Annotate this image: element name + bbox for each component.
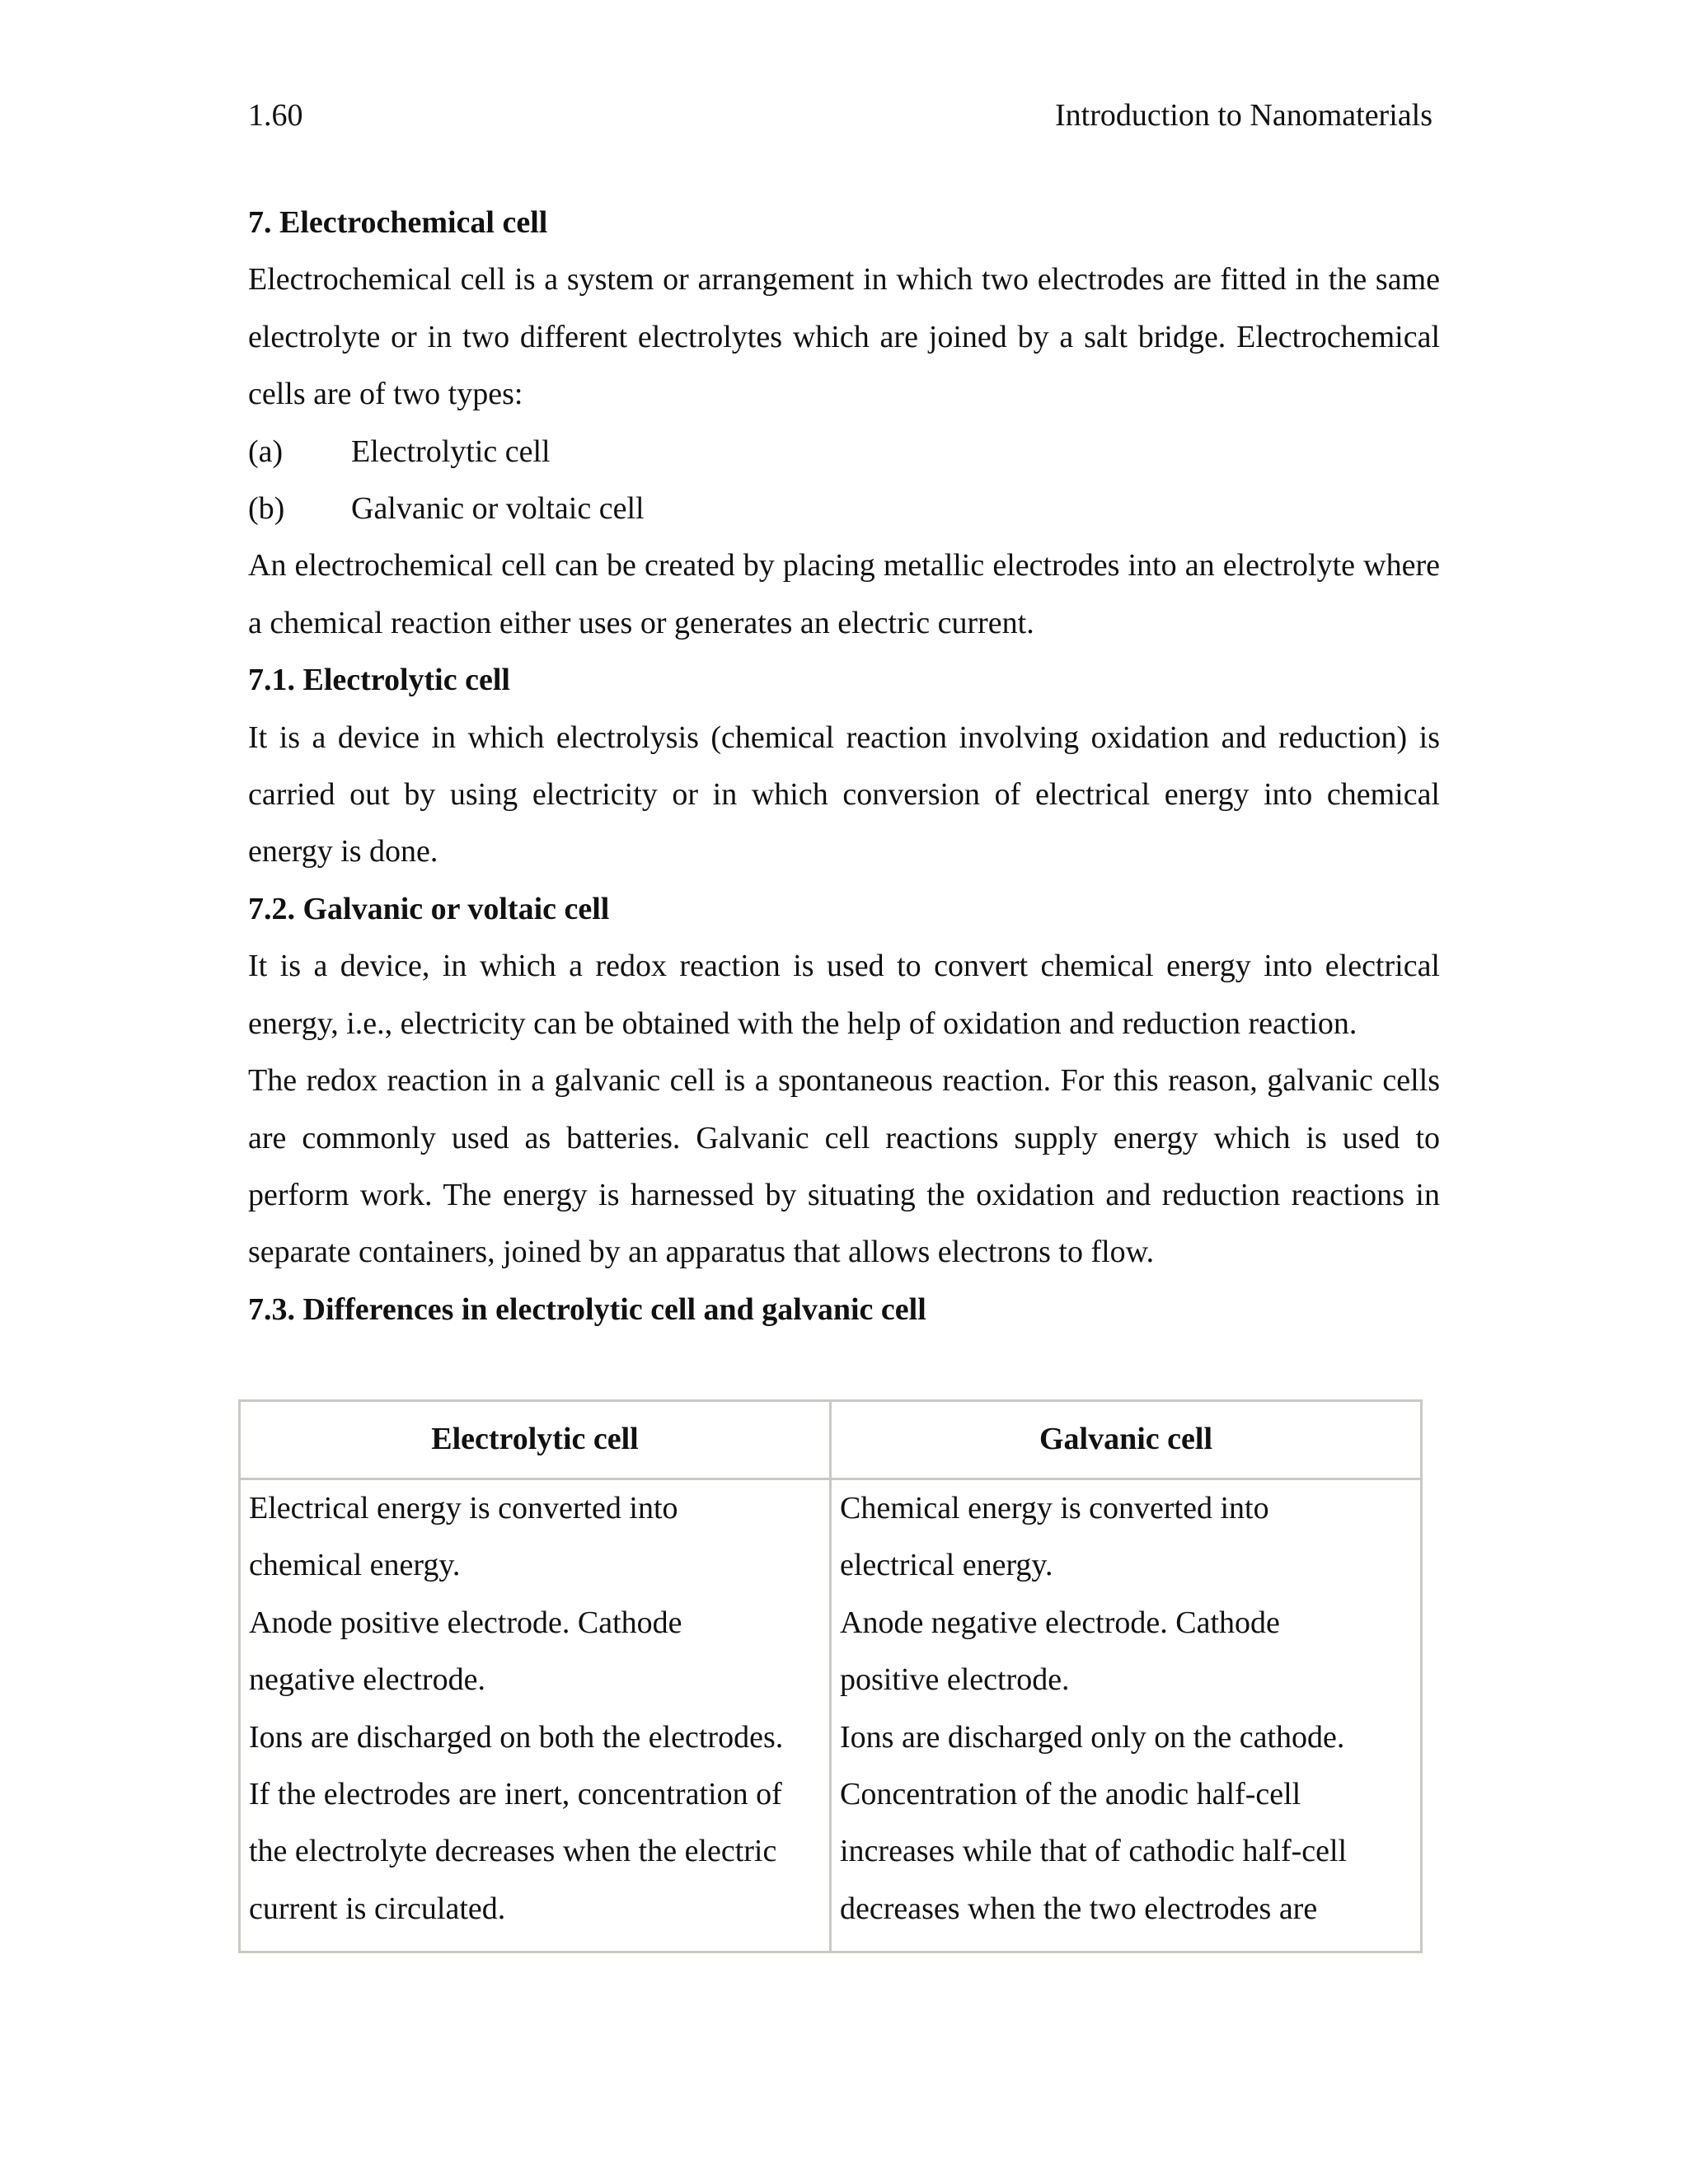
table-cell-electrolytic: [240, 1479, 831, 1952]
cell-line: Electrical energy is converted into: [249, 1491, 678, 1526]
paragraph-electrolytic-cell: It is a device in which electrolysis (chemical reaction involving oxidation and reduction) is carried out by using electricity or in which conversion of electrical energy into chemical energy is done.: [248, 719, 1440, 869]
page-header: [248, 97, 1432, 143]
page-body: [248, 194, 1440, 1338]
cell-line: Ions are discharged only on the cathode.: [840, 1719, 1345, 1755]
list-text: Electrolytic cell: [351, 434, 551, 469]
paragraph-electrochemical-creation: An electrochemical cell can be created by placing metallic electrodes into an electrolyte where a chemical reaction either uses or generates an electric current.: [248, 548, 1440, 640]
cell-line: Anode negative electrode. Cathode: [840, 1605, 1280, 1640]
cell-line: decreases when the two electrodes are: [840, 1891, 1318, 1926]
page-number: 1.60: [248, 98, 303, 133]
cell-line: Chemical energy is converted into: [840, 1491, 1269, 1526]
cell-line: Ions are discharged on both the electrodes.: [249, 1719, 784, 1755]
paragraph-electrochemical-definition: Electrochemical cell is a system or arrangement in which two electrodes are fitted in the same electrolyte or in two different electrolytes which are joined by a salt bridge. Electrochemical cells are of two types:: [248, 262, 1440, 412]
section-heading-7-2: 7.2. Galvanic or voltaic cell: [248, 891, 610, 926]
cell-line: current is circulated.: [249, 1891, 506, 1926]
list-item-a: [248, 424, 1440, 480]
list-item-b: [248, 480, 1440, 537]
table-header-row: [240, 1401, 1422, 1479]
cell-line: Anode positive electrode. Cathode: [249, 1605, 682, 1640]
section-heading-7-3: 7.3. Differences in electrolytic cell and galvanic cell: [248, 1291, 926, 1327]
list-text: Galvanic or voltaic cell: [351, 491, 645, 527]
cell-line: electrical energy.: [840, 1548, 1053, 1583]
section-heading-7-1: 7.1. Electrolytic cell: [248, 663, 510, 698]
cell-line: the electrolyte decreases when the electric: [249, 1834, 777, 1869]
table-cell-galvanic: [831, 1479, 1422, 1952]
running-title: Introduction to Nanomaterials: [1055, 98, 1432, 133]
section-heading-7: 7. Electrochemical cell: [248, 205, 548, 240]
list-marker: (a): [248, 434, 284, 469]
paragraph-galvanic-device: It is a device, in which a redox reaction is used to convert chemical energy into electrical energy, i.e., electricity can be obtained with the help of oxidation and reduction reaction.: [248, 949, 1440, 1041]
cell-line: negative electrode.: [249, 1662, 485, 1698]
cell-line: If the electrodes are inert, concentration of: [249, 1777, 782, 1812]
cell-line: Concentration of the anodic half-cell: [840, 1777, 1301, 1812]
cell-line: chemical energy.: [249, 1548, 461, 1583]
table-header-electrolytic: Electrolytic cell: [240, 1401, 831, 1479]
paragraph-galvanic-redox: The redox reaction in a galvanic cell is a spontaneous reaction. For this reason, galvanic cells are commonly used as batteries. Galvanic cell reactions supply energy which is used to perform work. The energy is harnessed by situating the oxidation and reduction reactions in separate containers, joined by an apparatus that allows electrons to flow.: [248, 1063, 1440, 1270]
cell-line: increases while that of cathodic half-cell: [840, 1834, 1348, 1869]
list-marker: (b): [248, 491, 285, 527]
differences-table: [238, 1399, 1423, 1953]
cell-line: positive electrode.: [840, 1662, 1070, 1698]
table-header-galvanic: Galvanic cell: [831, 1401, 1422, 1479]
table-row: [240, 1479, 1422, 1952]
